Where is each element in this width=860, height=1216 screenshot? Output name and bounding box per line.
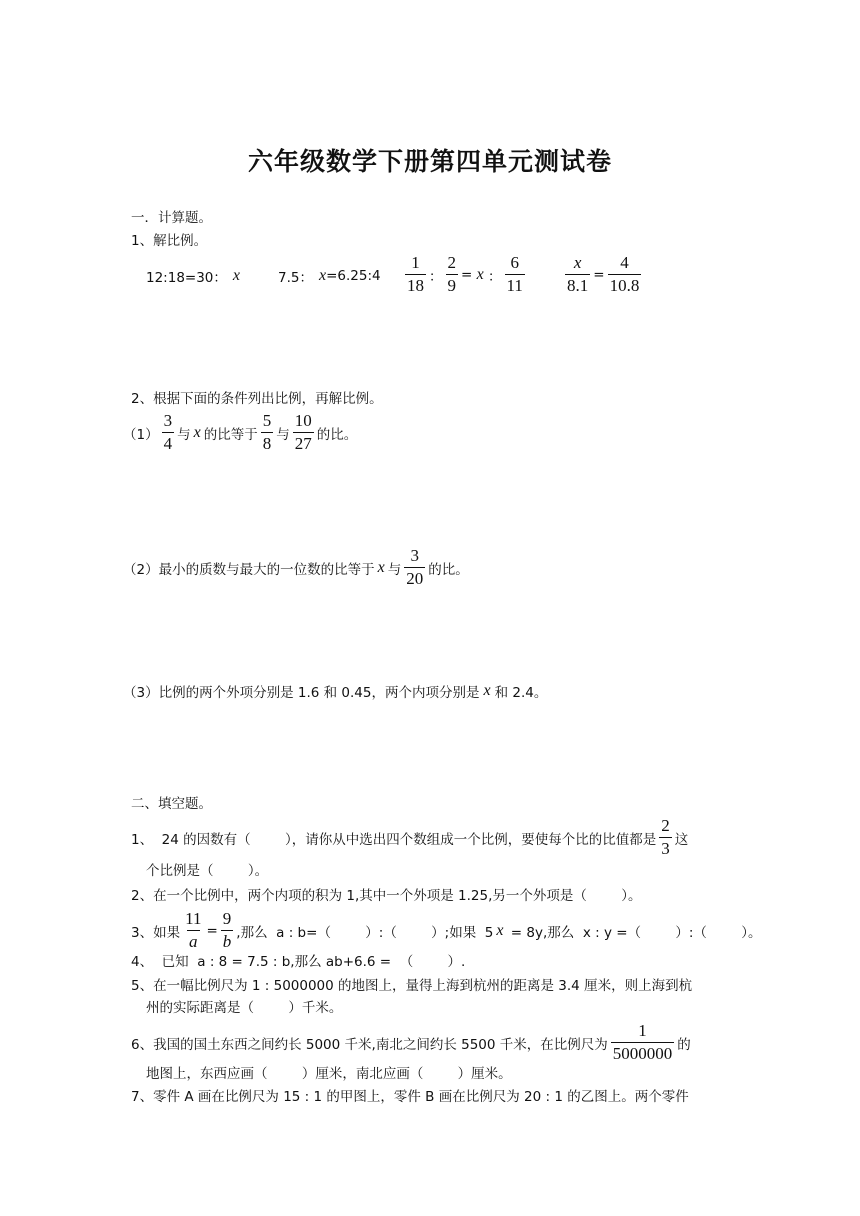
equals-sign: = [461, 266, 477, 283]
equation-a-text: 12:18=30： [146, 270, 227, 286]
section-1-heading: 一．计算题。 [131, 210, 212, 226]
item-number: （1） [123, 426, 159, 443]
question-2-4: 4、 已知 a : 8 = 7.5 : b,那么 ab+6.6 = （ ）. [131, 954, 466, 970]
numerator: 2 [447, 253, 456, 272]
text: 的比。 [316, 426, 358, 443]
numerator: 10 [294, 411, 312, 430]
fraction [183, 909, 203, 952]
equation-d-fraction-1 [565, 253, 590, 296]
text: 1、 24 的因数有（ ），请你从中选出四个数组成一个比例，要使每个比的比值都是 [131, 831, 657, 848]
fraction [261, 411, 274, 454]
numerator: 3 [410, 546, 419, 565]
equation-b-variable: x [318, 267, 327, 284]
colon: ： [429, 268, 443, 285]
text: （3）比例的两个外项分别是 1.6 和 0.45，两个内项分别是 [123, 685, 480, 701]
numerator: 11 [185, 909, 202, 928]
question-1-2-label: 2、根据下面的条件列出比例，再解比例。 [131, 391, 383, 407]
equals-sign: = [593, 266, 605, 283]
variable: x [483, 682, 491, 699]
variable: x [193, 423, 201, 441]
text: 与 [276, 426, 290, 443]
text: 与 [177, 426, 191, 443]
section-2-heading: 二、填空题。 [131, 796, 212, 812]
question-2-2: 2、在一个比例中，两个内项的积为 1,其中一个外项是 1.25,另一个外项是（ ）。 [131, 888, 642, 904]
text: 6、我国的国土东西之间约长 5000 千米,南北之间约长 5500 千米，在比例尺为 [131, 1036, 608, 1053]
colon: ： [483, 268, 502, 285]
equation-a-variable: x [232, 267, 241, 284]
denominator: 8 [262, 434, 272, 453]
equation-c-fraction-1 [405, 253, 426, 296]
question-2-7: 7、零件 A 画在比例尺为 15 : 1 的甲图上，零件 B 画在比例尺为 20 : 1 的乙图上。两个零件 [131, 1089, 689, 1105]
fraction [221, 909, 234, 952]
text: 与 [387, 561, 402, 578]
numerator: 6 [510, 253, 519, 272]
fraction [162, 411, 175, 454]
equation-b-text-2: =6.25:4 [326, 268, 381, 284]
equation-d [562, 253, 644, 296]
question-2-1-continued: 个比例是（ ）。 [146, 863, 269, 879]
numerator: 3 [163, 411, 173, 430]
equation-b-text-1: 7.5： [278, 270, 313, 286]
question-1-2-2 [123, 546, 469, 589]
denominator: 8.1 [567, 276, 589, 295]
question-2-1 [131, 816, 688, 859]
denominator: 10.8 [609, 276, 640, 295]
fraction [659, 816, 672, 859]
question-2-3 [131, 909, 762, 952]
question-1-1-label: 1、解比例。 [131, 233, 208, 249]
denominator: 3 [661, 839, 670, 858]
denominator: b [222, 932, 232, 951]
question-1-2-1 [123, 411, 357, 454]
denominator: 27 [294, 434, 312, 453]
equation-d-fraction-2 [608, 253, 642, 296]
numerator: 9 [222, 909, 232, 928]
fraction [611, 1021, 675, 1064]
page-title: 六年级数学下册第四单元测试卷 [247, 147, 612, 176]
question-1-2-3 [123, 681, 547, 701]
denominator: 11 [506, 276, 523, 295]
text: 这 [674, 831, 689, 848]
equation-a [146, 266, 240, 286]
equation-c-fraction-3 [505, 253, 525, 296]
text: ,那么 a : b=（ ）:（ ）;如果 5 [236, 924, 494, 941]
equation-b [278, 266, 381, 286]
denominator: 9 [447, 276, 456, 295]
equation-c-fraction-2 [446, 253, 459, 296]
variable: x [377, 558, 385, 576]
fraction [404, 546, 425, 589]
text: （2）最小的质数与最大的一位数的比等于 [123, 561, 375, 578]
denominator: a [189, 932, 198, 951]
question-2-5: 5、在一幅比例尺为 1 : 5000000 的地图上，量得上海到杭州的距离是 3.4 厘米，则上海到杭 [131, 978, 693, 994]
denominator: 20 [406, 569, 424, 588]
equation-c-variable: x [476, 265, 484, 283]
question-2-5-continued: 州的实际距离是（ ）千米。 [146, 1000, 343, 1016]
numerator: x [573, 253, 582, 272]
text: 的 [677, 1036, 691, 1053]
variable: x [496, 921, 504, 939]
numerator: 4 [620, 253, 629, 272]
fraction [293, 411, 314, 454]
question-2-6 [131, 1021, 691, 1064]
numerator: 2 [661, 816, 670, 835]
text: 的比。 [428, 561, 469, 578]
text: 的比等于 [203, 426, 258, 443]
numerator: 1 [638, 1021, 647, 1040]
denominator: 4 [163, 434, 173, 453]
equals-sign: = [206, 922, 218, 939]
question-2-6-continued: 地图上，东西应画（ ）厘米，南北应画（ ）厘米。 [146, 1066, 512, 1082]
text: 3、如果 [131, 924, 181, 941]
text: = 8y,那么 x : y =（ ）:（ ）。 [506, 924, 762, 941]
numerator: 5 [262, 411, 272, 430]
denominator: 5000000 [612, 1044, 673, 1063]
text: 和 2.4。 [494, 685, 548, 701]
numerator: 1 [411, 253, 420, 272]
denominator: 18 [407, 276, 424, 295]
equation-c [402, 253, 528, 296]
